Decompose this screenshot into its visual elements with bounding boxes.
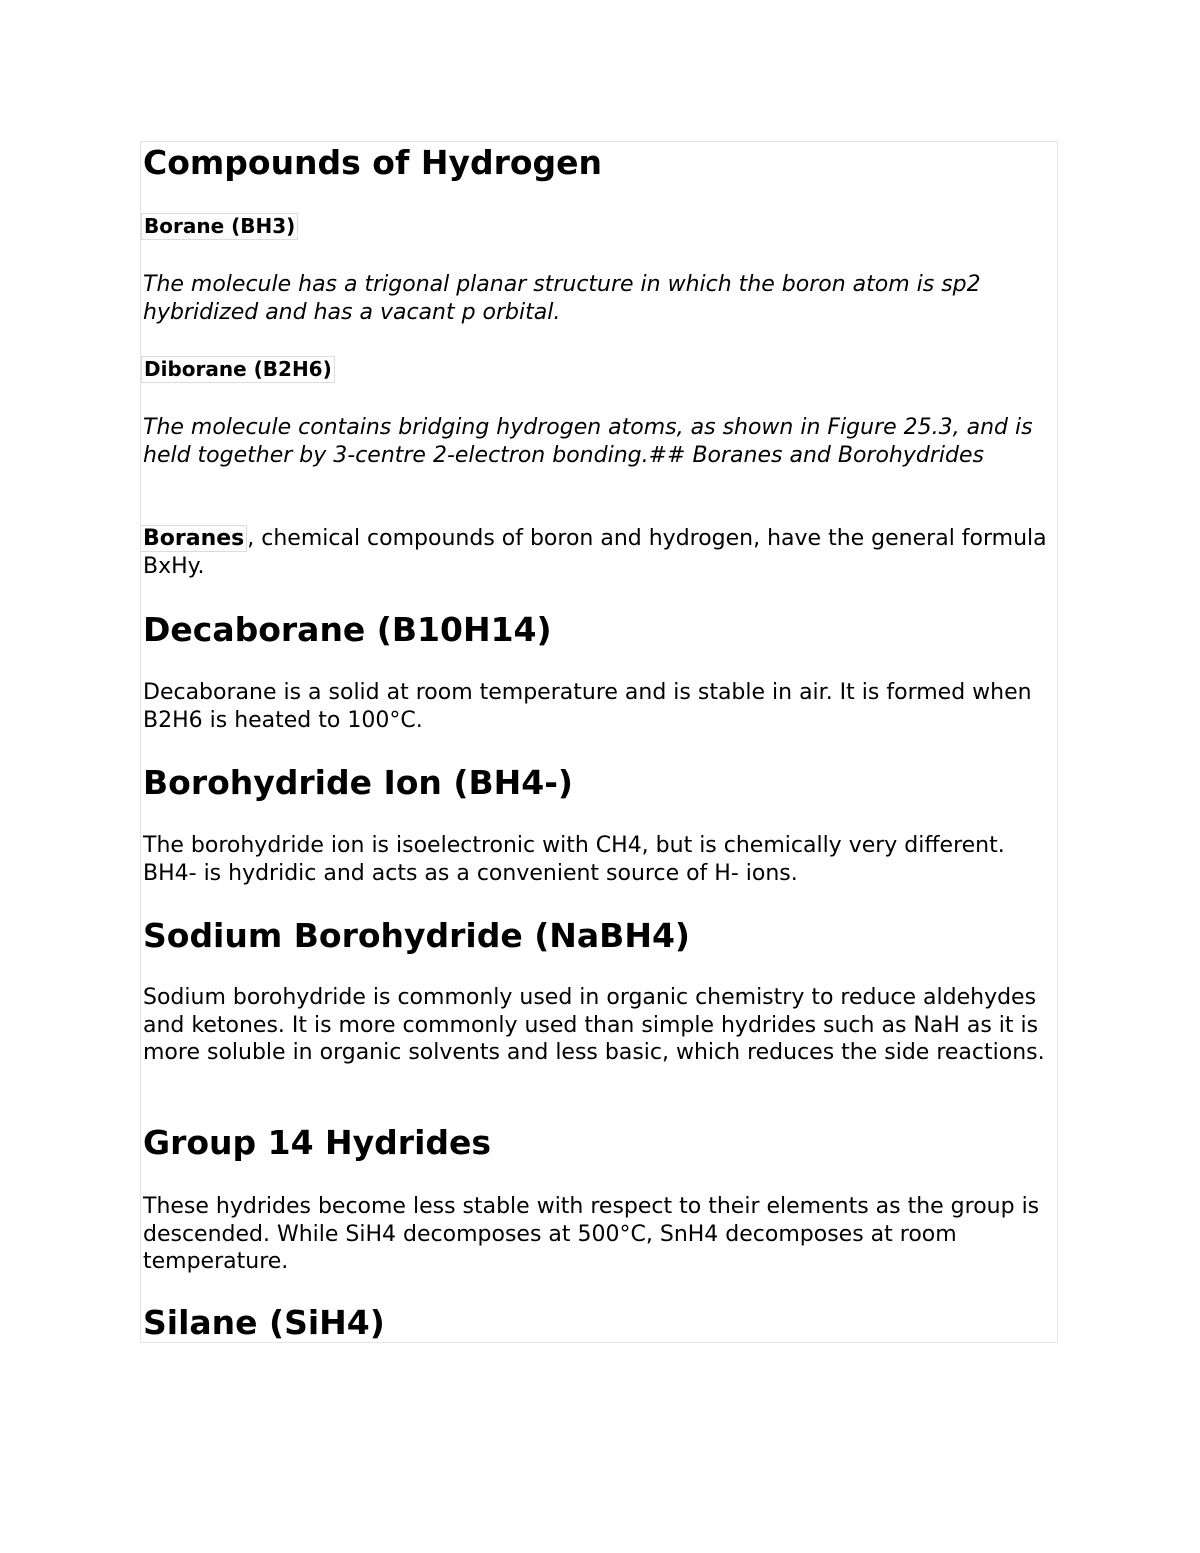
section-heading-decaborane: Decaborane (B10H14) (143, 610, 552, 649)
section-heading-sodium-borohydride: Sodium Borohydride (NaBH4) (143, 916, 690, 955)
section-text-decaborane: Decaborane is a solid at room temperature and is stable in air. It is formed when B2H6 is heated to 100°C. (143, 680, 1032, 733)
section-heading-silane: Silane (SiH4) (143, 1303, 385, 1342)
borane-description: The molecule has a trigonal planar structure in which the boron atom is sp2 hybridized and has a vacant p orbital. (143, 272, 981, 325)
diborane-description: The molecule contains bridging hydrogen atoms, as shown in Figure 25.3, and is held together by 3-centre 2-electron bonding.## Boranes and Borohydrides (143, 415, 1033, 468)
section-heading-group-14-hydrides: Group 14 Hydrides (143, 1123, 492, 1162)
section-text-sodium-borohydride: Sodium borohydride is commonly used in organic chemistry to reduce aldehydes and ketones. It is more commonly used than simple hydrides such as NaH as it is more soluble in organic solvents and less basic, which reduces the side reactions. (143, 985, 1045, 1065)
diborane-heading: Diborane (B2H6) (141, 356, 335, 383)
boranes-term: Boranes (140, 525, 247, 552)
document-page (140, 141, 1058, 1343)
page-title: Compounds of Hydrogen (143, 143, 603, 182)
borane-heading: Borane (BH3) (141, 213, 298, 240)
section-text-group-14-hydrides: These hydrides become less stable with respect to their elements as the group is descended. While SiH4 decomposes at 500°C, SnH4 decomposes at room temperature. (143, 1194, 1040, 1274)
section-text-borohydride-ion: The borohydride ion is isoelectronic with CH4, but is chemically very different. BH4- is hydridic and acts as a convenient source of H- ions. (143, 833, 1005, 886)
boranes-definition: , chemical compounds of boron and hydrogen, have the general formula BxHy. (143, 526, 1047, 579)
section-heading-borohydride-ion: Borohydride Ion (BH4-) (143, 763, 573, 802)
boranes-paragraph (143, 525, 1055, 580)
